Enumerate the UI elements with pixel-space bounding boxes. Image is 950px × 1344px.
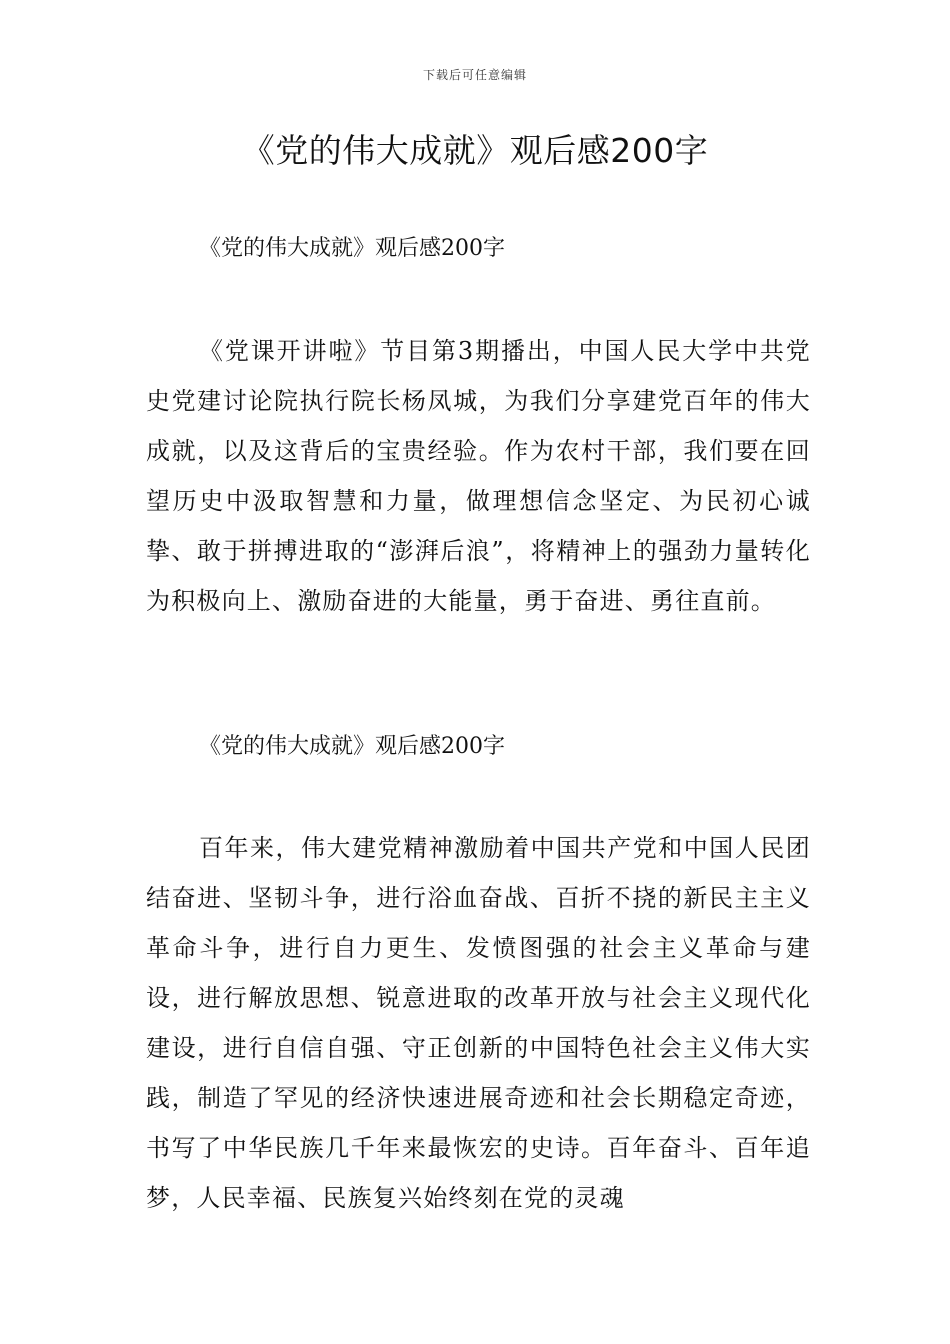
section-paragraph-1: 《党课开讲啦》节目第3期播出，中国人民大学中共党史党建讨论院执行院长杨凤城，为我们分享建党百年的伟大成就，以及这背后的宝贵经验。作为农村干部，我们要在回望历史中汲取智慧和力量，做理想信念坚定、为民初心诚挚、敢于拼搏进取的“澎湃后浪”，将精神上的强劲力量转化为积极向上、激励奋进的大能量，勇于奋进、勇往直前。	[146, 337, 811, 615]
header-note: 下载后可任意编辑	[422, 68, 527, 82]
section-subtitle-2: 《党的伟大成就》观后感200字	[199, 734, 505, 759]
section-subtitle-1: 《党的伟大成就》观后感200字	[199, 236, 505, 261]
section-paragraph-2: 百年来，伟大建党精神激励着中国共产党和中国人民团结奋进、坚韧斗争，进行浴血奋战、百折不挠的新民主主义革命斗争，进行自力更生、发愤图强的社会主义革命与建设，进行解放思想、锐意进取的改革开放与社会主义现代化建设，进行自信自强、守正创新的中国特色社会主义伟大实践，制造了罕见的经济快速进展奇迹和社会长期稳定奇迹，书写了中华民族几千年来最恢宏的史诗。百年奋斗、百年追梦，人民幸福、民族复兴始终刻在党的灵魂	[146, 834, 811, 1212]
document-title: 《党的伟大成就》观后感200字	[241, 131, 709, 170]
